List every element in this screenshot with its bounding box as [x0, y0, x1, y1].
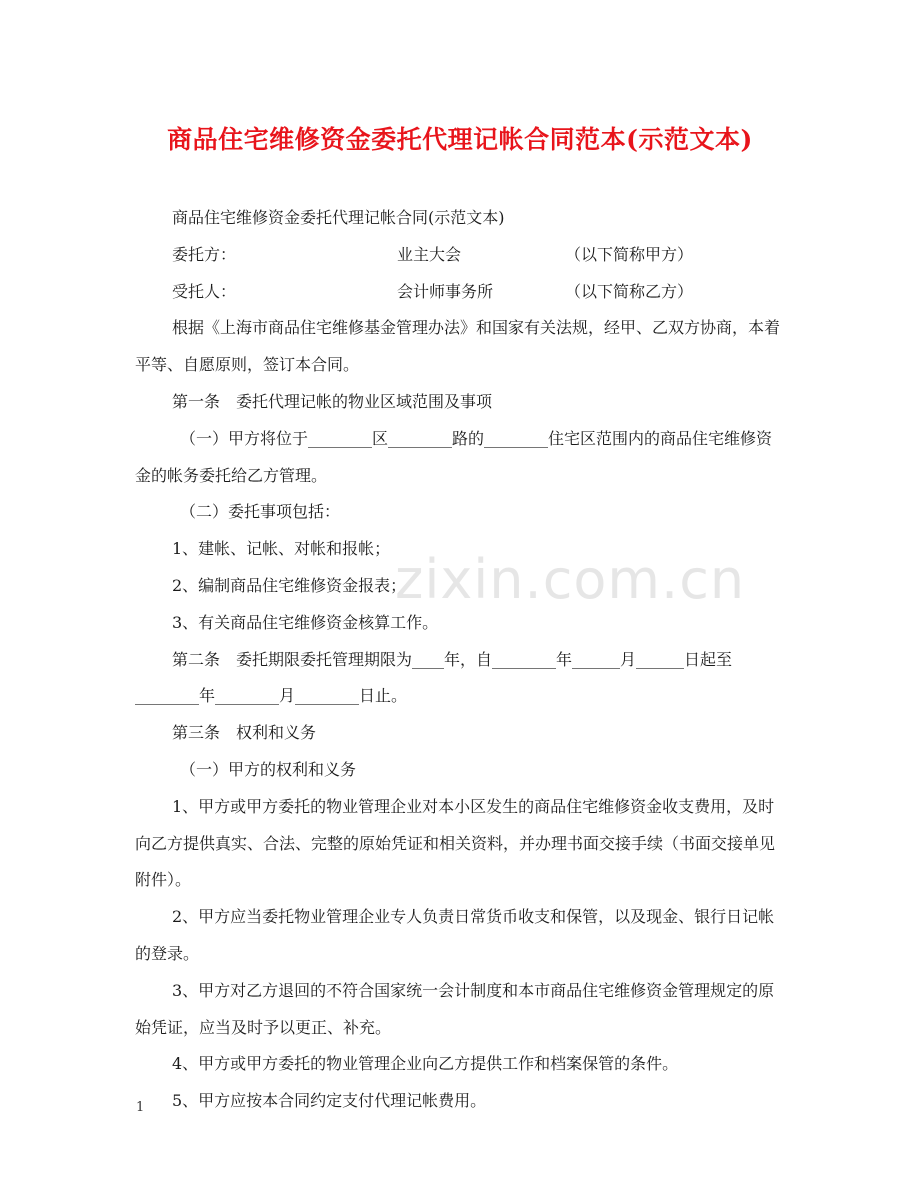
article3-item3: 3、甲方对乙方退回的不符合国家统一会计制度和本市商品住宅维修资金管理规定的原始凭证，应当及时予以更正、补充。 — [135, 980, 775, 1037]
article1-item2-2: 2、编制商品住宅维修资金报表； — [172, 575, 407, 595]
article1-heading: 第一条 委托代理记帐的物业区域范围及事项 — [172, 391, 493, 411]
article1-item2-3: 3、有关商品住宅维修资金核算工作。 — [172, 612, 439, 632]
document-body — [135, 200, 787, 1120]
article3-item5: 5、甲方应按本合同约定支付代理记帐费用。 — [172, 1091, 487, 1111]
agent-name: 会计师事务所 — [397, 281, 494, 301]
article3-subheading: （一）甲方的权利和义务 — [180, 759, 357, 779]
principal-name: 业主大会 — [397, 244, 462, 264]
article3-item4: 4、甲方或甲方委托的物业管理企业向乙方提供工作和档案保管的条件。 — [172, 1054, 679, 1074]
article3-item2: 2、甲方应当委托物业管理企业专人负责日常货币收支和保管，以及现金、银行日记帐的登录。 — [135, 907, 775, 963]
page-number: 1 — [136, 1100, 145, 1115]
principal-row — [135, 237, 787, 274]
agent-label: 受托人： — [172, 281, 237, 301]
article3-item1: 1、甲方或甲方委托的物业管理企业对本小区发生的商品住宅维修资金收支费用，及时向乙方提供真实、合法、完整的原始凭证和相关资料，并办理书面交接手续（书面交接单见附件）。 — [135, 796, 776, 890]
principal-note: （以下简称甲方） — [565, 244, 694, 264]
principal-label: 委托方： — [172, 244, 237, 264]
article3-heading: 第三条 权利和义务 — [172, 723, 317, 743]
contract-subtitle: 商品住宅维修资金委托代理记帐合同(示范文本) — [172, 208, 505, 227]
intro-paragraph: 根据《上海市商品住宅维修基金管理办法》和国家有关法规，经甲、乙双方协商，本着平等、自愿原则，签订本合同。 — [135, 318, 781, 375]
document-title: 商品住宅维修资金委托代理记帐合同范本(示范文本) — [167, 125, 753, 154]
watermark: zixin.com.cn — [395, 548, 746, 611]
agent-note: （以下简称乙方） — [565, 281, 694, 301]
article2-paragraph: 第二条 委托期限委托管理期限为____年，自________年______月______日起至________年________月________日止。 — [135, 649, 733, 706]
article1-item2-1: 1、建帐、记帐、对帐和报帐； — [172, 539, 391, 559]
article1-item2: （二）委托事项包括： — [180, 502, 341, 522]
agent-row — [135, 274, 787, 311]
article1-item1: （一）甲方将位于________区________路的________住宅区范围内的商品住宅维修资金的帐务委托给乙方管理。 — [135, 428, 773, 485]
